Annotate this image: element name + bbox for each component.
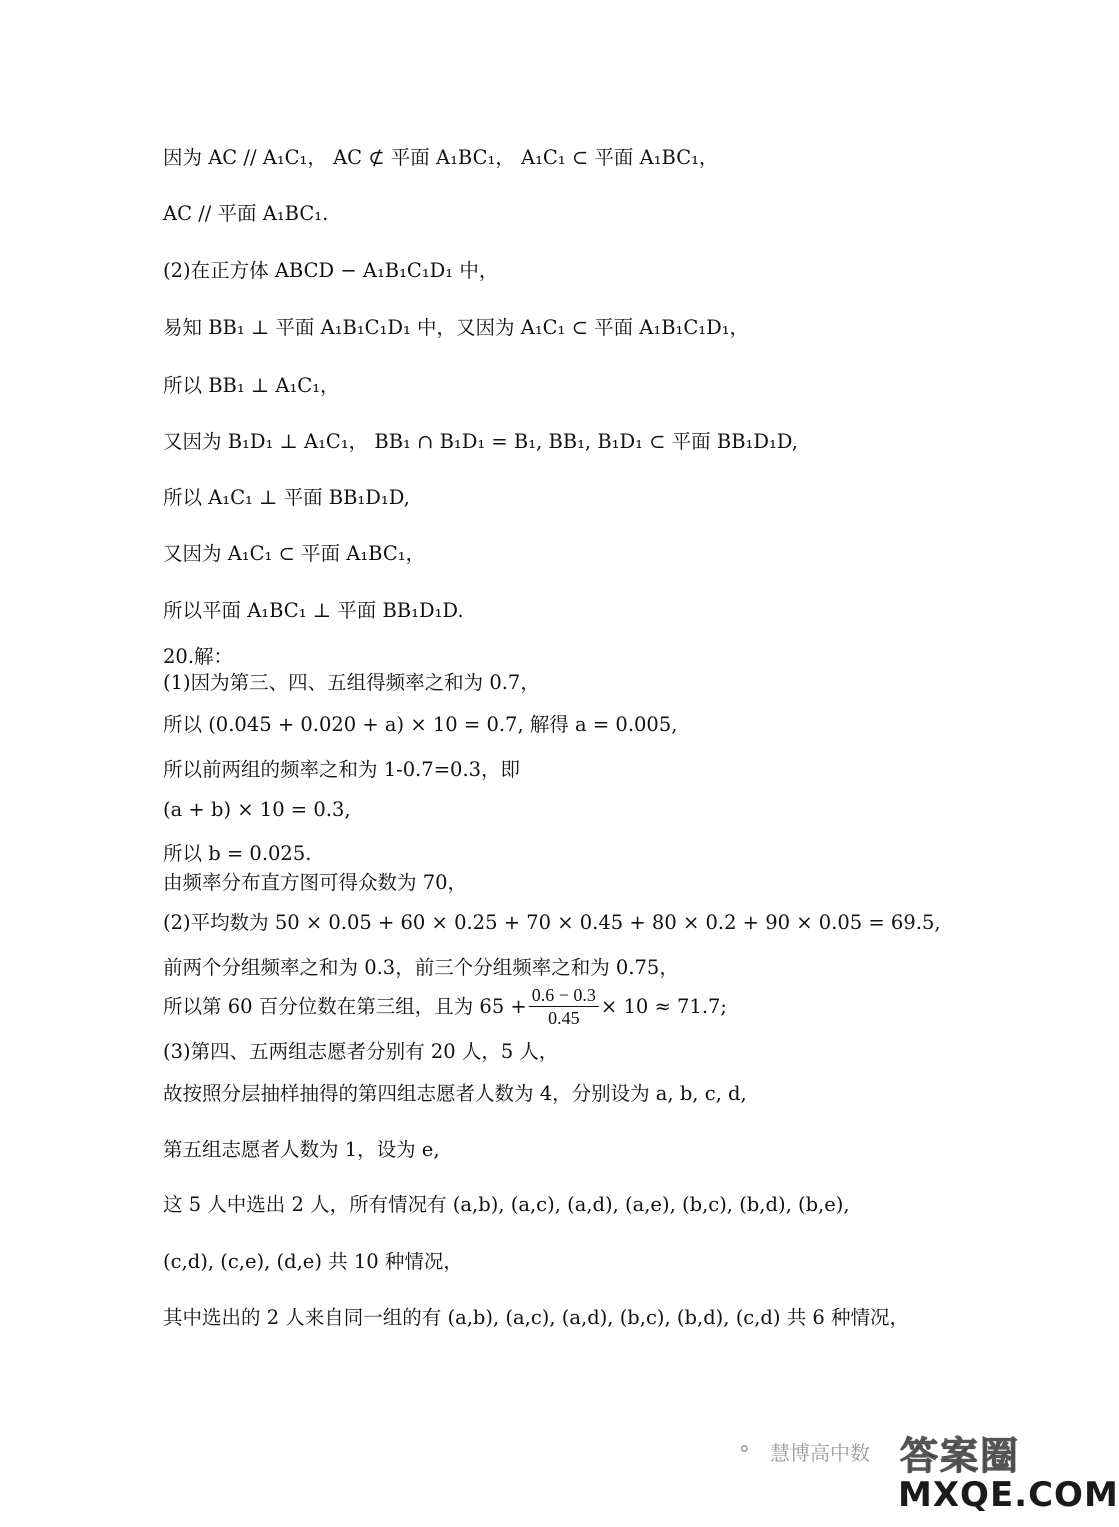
text-line: 易知 BB₁ ⊥ 平面 A₁B₁C₁D₁ 中，又因为 A₁C₁ ⊂ 平面 A₁B₁C₁D₁， bbox=[163, 316, 750, 339]
text-line: (3)第四、五两组志愿者分别有 20 人，5 人， bbox=[163, 1040, 559, 1063]
text-line: (2)在正方体 ABCD − A₁B₁C₁D₁ 中， bbox=[163, 259, 499, 282]
text-line: (2)平均数为 50 × 0.05 + 60 × 0.25 + 70 × 0.45 + 80 × 0.2 + 90 × 0.05 = 69.5, bbox=[163, 911, 941, 934]
text-line: 因为 AC // A₁C₁， AC ⊄ 平面 A₁BC₁， A₁C₁ ⊂ 平面 A₁BC₁， bbox=[163, 146, 719, 169]
text-line: 又因为 B₁D₁ ⊥ A₁C₁， BB₁ ∩ B₁D₁ = B₁, BB₁, B₁D₁ ⊂ 平面 BB₁D₁D, bbox=[163, 430, 798, 453]
text-line: 第五组志愿者人数为 1，设为 e, bbox=[163, 1138, 440, 1161]
text-line: 又因为 A₁C₁ ⊂ 平面 A₁BC₁， bbox=[163, 542, 426, 565]
text-line: (c,d), (c,e), (d,e) 共 10 种情况， bbox=[163, 1250, 463, 1273]
text-line: 这 5 人中选出 2 人，所有情况有 (a,b), (a,c), (a,d), (a,e), (b,c), (b,d), (b,e), bbox=[163, 1193, 850, 1216]
text-line: 所以 A₁C₁ ⊥ 平面 BB₁D₁D, bbox=[163, 486, 410, 509]
text-line: (a + b) × 10 = 0.3, bbox=[163, 798, 351, 821]
fraction-denominator: 0.45 bbox=[548, 1008, 580, 1028]
text-line: AC // 平面 A₁BC₁. bbox=[163, 202, 329, 225]
text-line: 所以 b = 0.025. bbox=[163, 842, 312, 865]
text-line: 前两个分组频率之和为 0.3，前三个分组频率之和为 0.75， bbox=[163, 956, 679, 979]
text-line: 其中选出的 2 人来自同一组的有 (a,b), (a,c), (a,d), (b,c), (b,d), (c,d) 共 6 种情况， bbox=[163, 1306, 910, 1329]
text-line: 所以 BB₁ ⊥ A₁C₁， bbox=[163, 374, 340, 397]
text-line: (1)因为第三、四、五组得频率之和为 0.7， bbox=[163, 671, 540, 694]
watermark bbox=[730, 1425, 1119, 1522]
watermark-logo-bottom: MXQE.COM bbox=[898, 1475, 1119, 1515]
fraction bbox=[529, 984, 599, 1029]
text-line: 由频率分布直方图可得众数为 70， bbox=[163, 871, 468, 894]
percentile-suffix: × 10 ≈ 71.7; bbox=[600, 994, 727, 1018]
text-line: 故按照分层抽样抽得的第四组志愿者人数为 4，分别设为 a, b, c, d, bbox=[163, 1082, 747, 1105]
percentile-prefix: 所以第 60 百分位数在第三组，且为 65 + bbox=[163, 994, 527, 1018]
fraction-numerator: 0.6 − 0.3 bbox=[529, 984, 599, 1007]
percentile-line bbox=[163, 984, 727, 1029]
text-line: 所以 (0.045 + 0.020 + a) × 10 = 0.7, 解得 a = 0.005, bbox=[163, 713, 678, 736]
watermark-logo-top: 答案圈 bbox=[900, 1434, 1021, 1478]
section-heading: 20.解： bbox=[163, 645, 234, 668]
chat-bubble-icon: ⚬ bbox=[736, 1437, 753, 1461]
text-line: 所以前两组的频率之和为 1-0.7=0.3，即 bbox=[163, 758, 521, 781]
watermark-source-text: 慧博高中数 bbox=[770, 1441, 870, 1465]
text-line: 所以平面 A₁BC₁ ⊥ 平面 BB₁D₁D. bbox=[163, 599, 464, 622]
